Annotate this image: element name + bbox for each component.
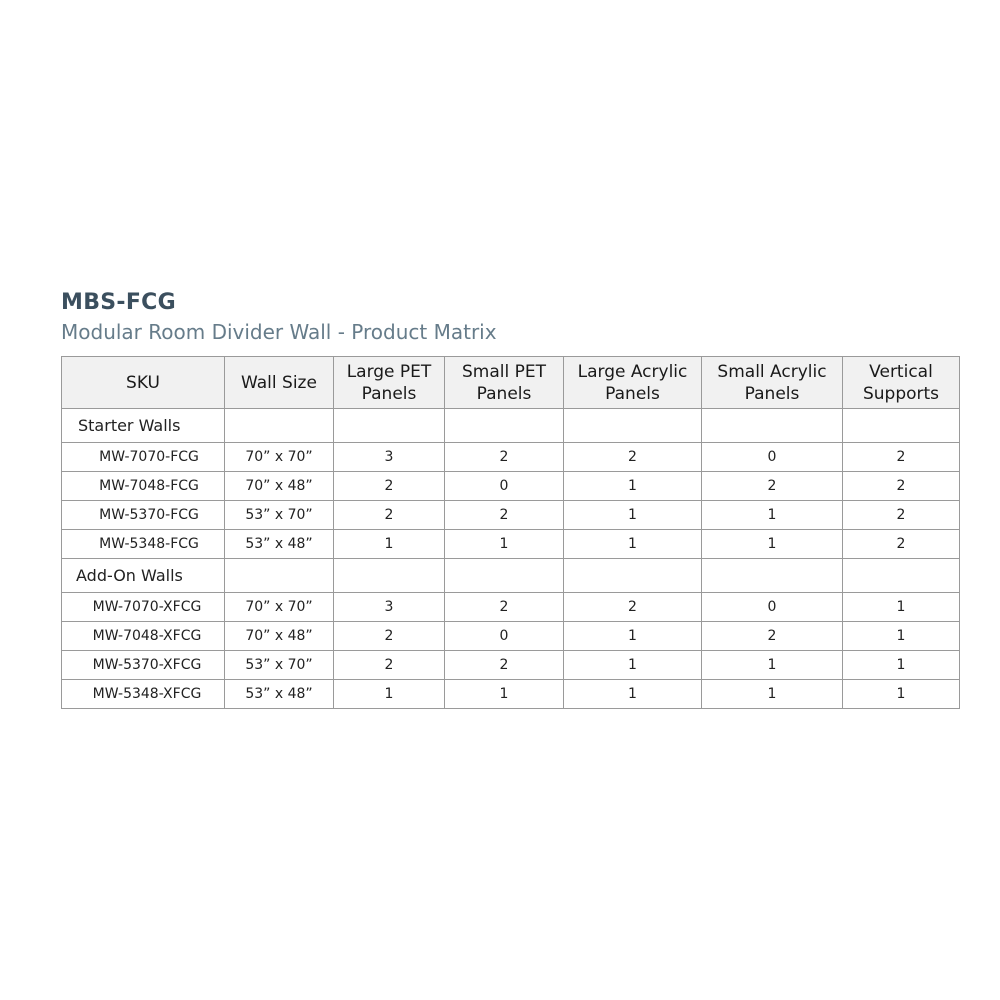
column-header-line: Wall Size — [241, 372, 317, 393]
page-subtitle: Modular Room Divider Wall - Product Matrix — [61, 320, 497, 344]
cell-small-pet-panels: 0 — [445, 622, 564, 651]
cell-sku: MW-5370-FCG — [62, 501, 225, 530]
cell-small-pet-panels: 2 — [445, 651, 564, 680]
cell-small-acrylic-panels: 0 — [702, 443, 843, 472]
cell-wall-size: 53” x 48” — [225, 530, 334, 559]
column-header-line: Panels — [361, 383, 417, 404]
cell-wall-size: 70” x 70” — [225, 443, 334, 472]
cell-sku: MW-7048-XFCG — [62, 622, 225, 651]
table-row — [62, 443, 960, 472]
empty-cell — [445, 559, 564, 593]
cell-large-acrylic-panels: 1 — [564, 472, 702, 501]
product-matrix-table — [61, 356, 960, 709]
cell-small-pet-panels: 2 — [445, 443, 564, 472]
cell-small-acrylic-panels: 1 — [702, 501, 843, 530]
table-row — [62, 593, 960, 622]
empty-cell — [225, 559, 334, 593]
cell-large-pet-panels: 2 — [334, 472, 445, 501]
column-header-wall-size — [225, 357, 334, 409]
column-header-line: Panels — [744, 383, 800, 404]
empty-cell — [334, 559, 445, 593]
cell-vertical-supports: 2 — [843, 530, 960, 559]
cell-large-acrylic-panels: 1 — [564, 651, 702, 680]
header-row — [62, 357, 960, 409]
section-row — [62, 409, 960, 443]
cell-small-acrylic-panels: 0 — [702, 593, 843, 622]
column-header-line: Small PET — [462, 361, 546, 382]
cell-large-acrylic-panels: 1 — [564, 530, 702, 559]
column-header-line: Panels — [605, 383, 660, 404]
table-header — [62, 357, 960, 409]
table-row — [62, 680, 960, 709]
column-header-large-pet-panels — [334, 357, 445, 409]
column-header-large-acrylic-panels — [564, 357, 702, 409]
table-row — [62, 472, 960, 501]
cell-large-pet-panels: 2 — [334, 622, 445, 651]
cell-large-acrylic-panels: 1 — [564, 501, 702, 530]
table-row — [62, 530, 960, 559]
table-row — [62, 501, 960, 530]
cell-large-pet-panels: 2 — [334, 651, 445, 680]
cell-large-acrylic-panels: 2 — [564, 593, 702, 622]
cell-large-pet-panels: 3 — [334, 593, 445, 622]
empty-cell — [225, 409, 334, 443]
column-header-small-acrylic-panels — [702, 357, 843, 409]
cell-small-pet-panels: 0 — [445, 472, 564, 501]
column-header-line: Large Acrylic — [577, 361, 688, 382]
empty-cell — [702, 559, 843, 593]
empty-cell — [702, 409, 843, 443]
column-header-line: Supports — [862, 383, 940, 404]
empty-cell — [843, 409, 960, 443]
cell-vertical-supports: 2 — [843, 501, 960, 530]
section-label: Add-On Walls — [62, 559, 225, 593]
table-row — [62, 651, 960, 680]
column-header-line: Small Acrylic — [717, 361, 827, 382]
empty-cell — [843, 559, 960, 593]
cell-small-acrylic-panels: 1 — [702, 651, 843, 680]
cell-small-pet-panels: 2 — [445, 593, 564, 622]
cell-small-pet-panels: 1 — [445, 680, 564, 709]
cell-wall-size: 70” x 48” — [225, 472, 334, 501]
empty-cell — [445, 409, 564, 443]
cell-wall-size: 53” x 48” — [225, 680, 334, 709]
cell-small-pet-panels: 2 — [445, 501, 564, 530]
cell-sku: MW-5348-XFCG — [62, 680, 225, 709]
cell-wall-size: 53” x 70” — [225, 501, 334, 530]
column-header-line: Large PET — [346, 361, 432, 382]
cell-small-acrylic-panels: 1 — [702, 530, 843, 559]
cell-vertical-supports: 2 — [843, 443, 960, 472]
empty-cell — [564, 559, 702, 593]
cell-large-pet-panels: 2 — [334, 501, 445, 530]
section-row — [62, 559, 960, 593]
cell-sku: MW-7070-FCG — [62, 443, 225, 472]
cell-vertical-supports: 1 — [843, 622, 960, 651]
cell-vertical-supports: 2 — [843, 472, 960, 501]
cell-wall-size: 70” x 70” — [225, 593, 334, 622]
cell-vertical-supports: 1 — [843, 651, 960, 680]
cell-vertical-supports: 1 — [843, 593, 960, 622]
section-label: Starter Walls — [62, 409, 225, 443]
cell-sku: MW-5348-FCG — [62, 530, 225, 559]
cell-large-pet-panels: 3 — [334, 443, 445, 472]
table-row — [62, 622, 960, 651]
empty-cell — [564, 409, 702, 443]
cell-large-acrylic-panels: 1 — [564, 680, 702, 709]
column-header-sku — [62, 357, 225, 409]
cell-large-pet-panels: 1 — [334, 530, 445, 559]
cell-large-acrylic-panels: 2 — [564, 443, 702, 472]
cell-vertical-supports: 1 — [843, 680, 960, 709]
column-header-small-pet-panels — [445, 357, 564, 409]
column-header-line: SKU — [126, 372, 160, 393]
cell-wall-size: 53” x 70” — [225, 651, 334, 680]
column-header-line: Panels — [476, 383, 532, 404]
cell-small-acrylic-panels: 1 — [702, 680, 843, 709]
cell-small-acrylic-panels: 2 — [702, 622, 843, 651]
cell-large-acrylic-panels: 1 — [564, 622, 702, 651]
cell-sku: MW-5370-XFCG — [62, 651, 225, 680]
page-title: MBS-FCG — [61, 290, 176, 315]
cell-large-pet-panels: 1 — [334, 680, 445, 709]
column-header-vertical-supports — [843, 357, 960, 409]
cell-sku: MW-7048-FCG — [62, 472, 225, 501]
cell-small-acrylic-panels: 2 — [702, 472, 843, 501]
table-body — [62, 409, 960, 709]
column-header-line: Vertical — [869, 361, 933, 382]
cell-small-pet-panels: 1 — [445, 530, 564, 559]
cell-wall-size: 70” x 48” — [225, 622, 334, 651]
empty-cell — [334, 409, 445, 443]
cell-sku: MW-7070-XFCG — [62, 593, 225, 622]
